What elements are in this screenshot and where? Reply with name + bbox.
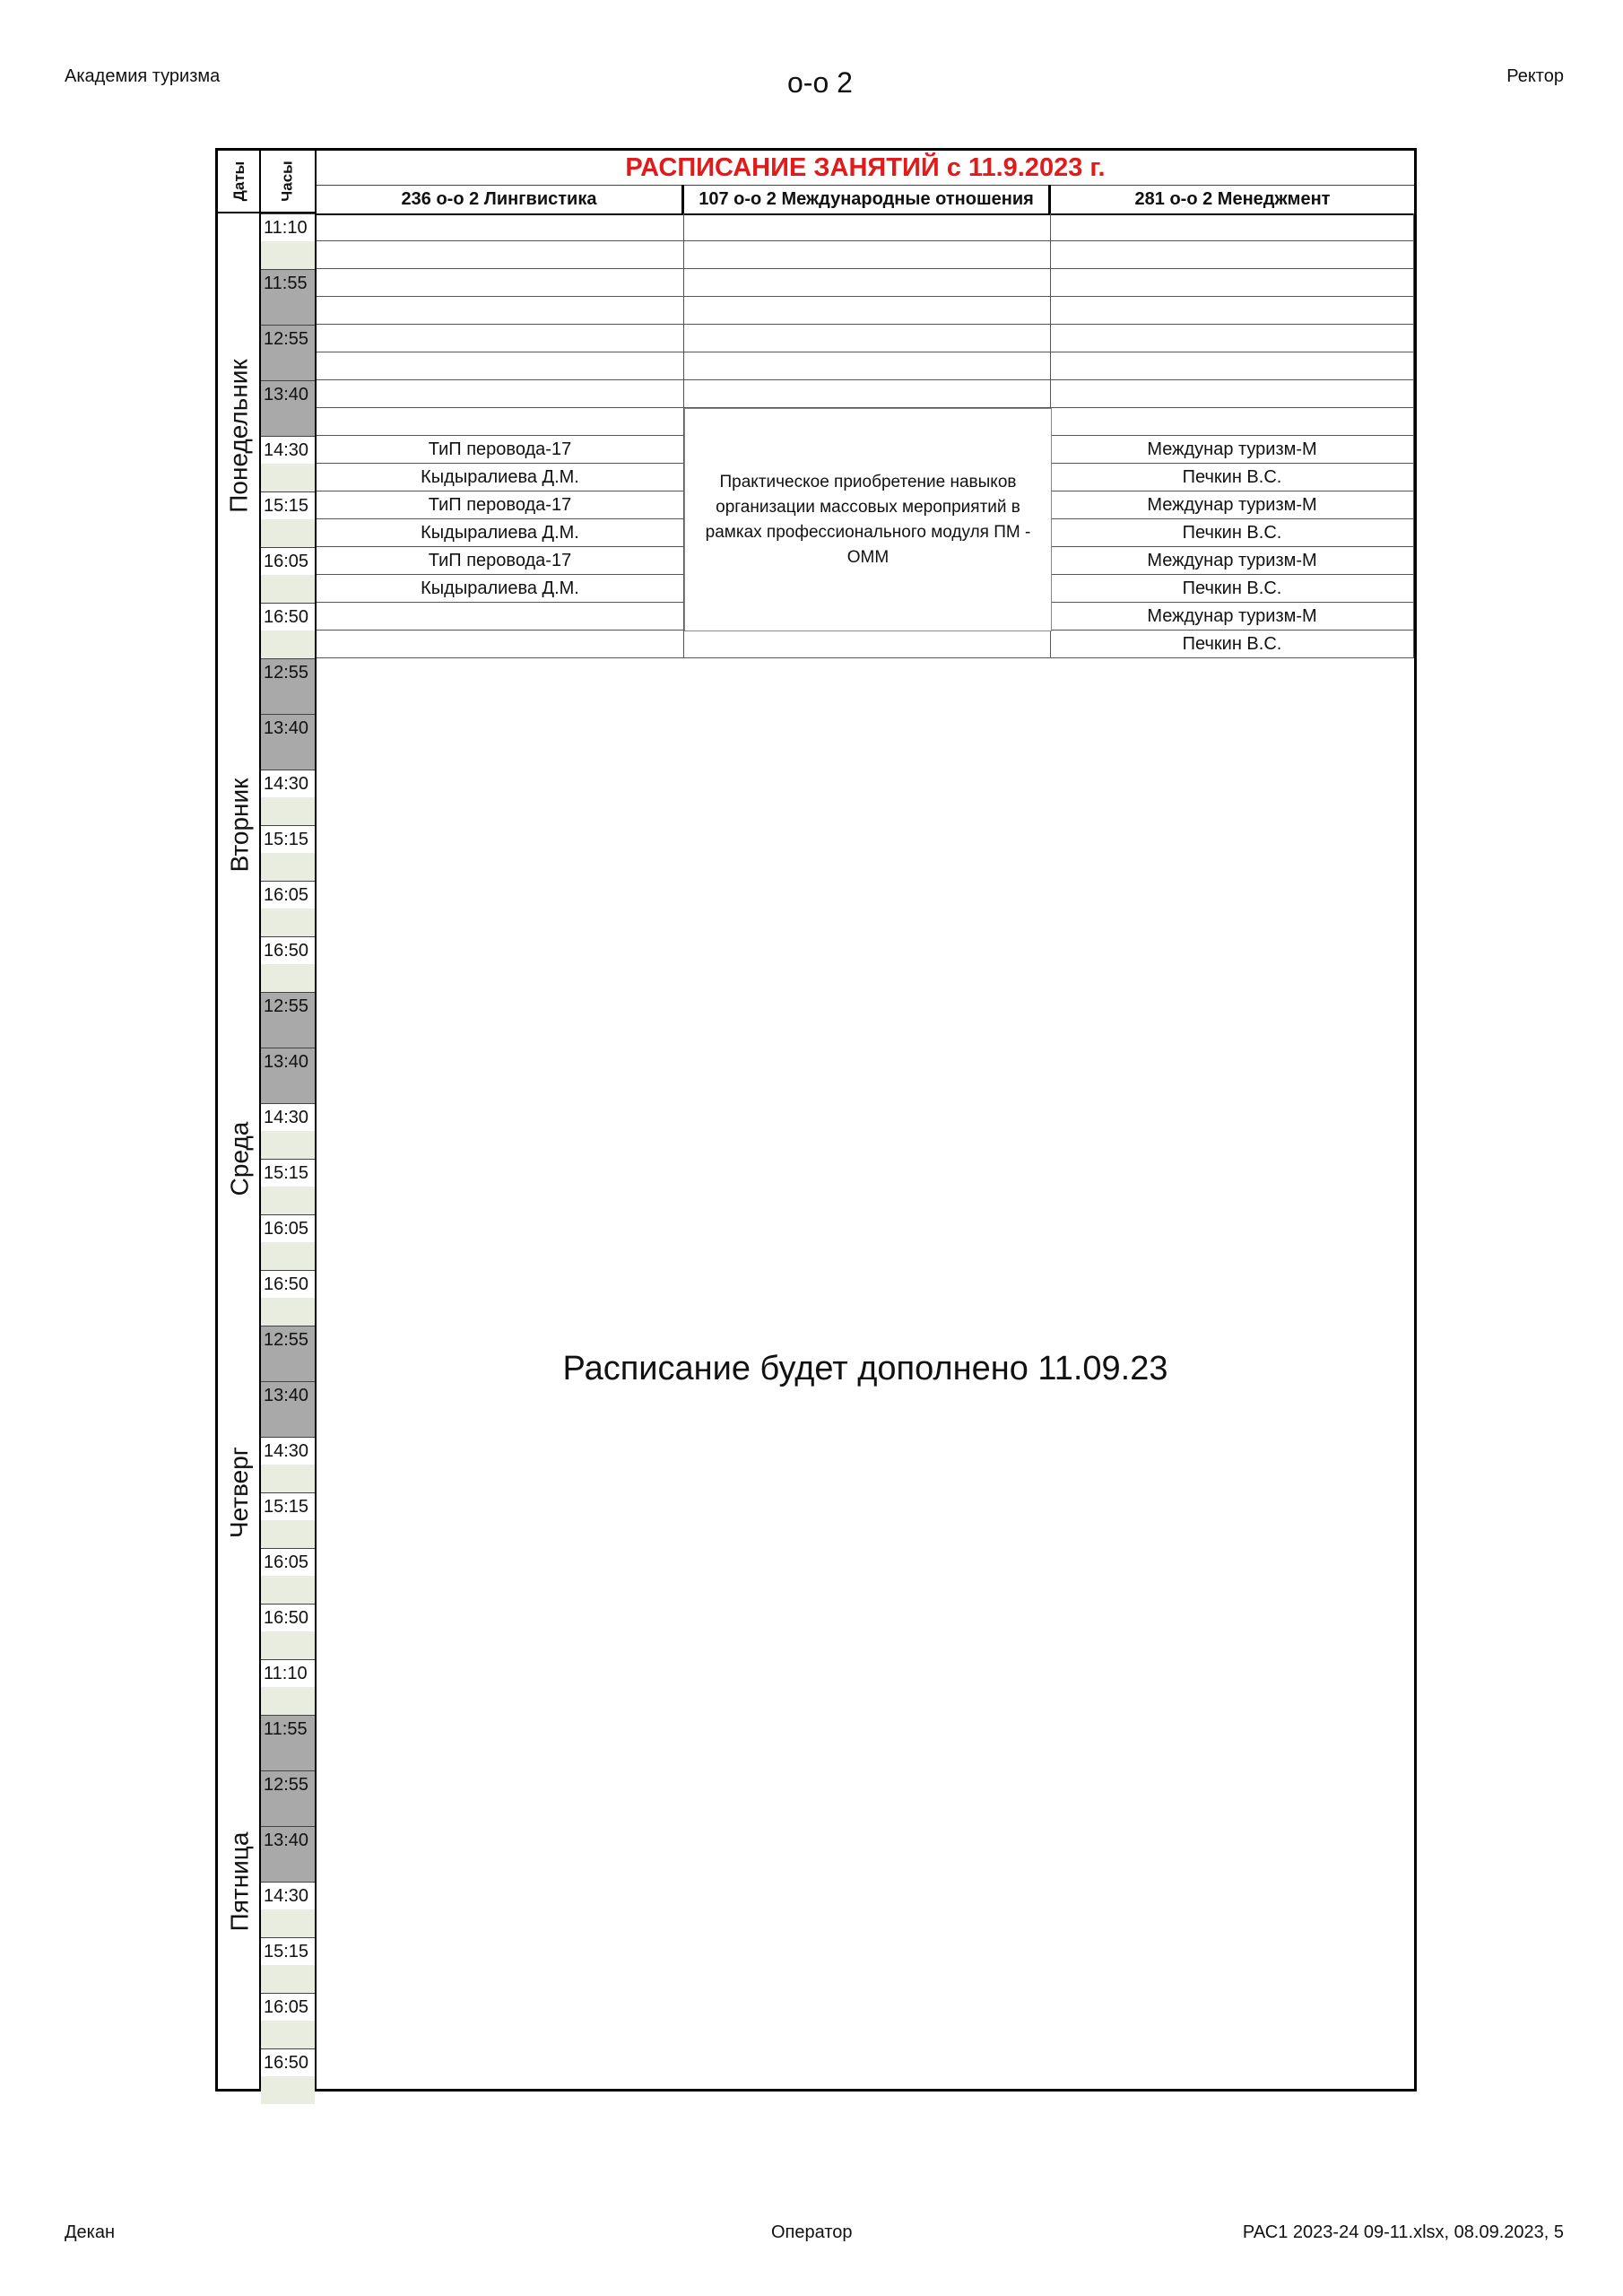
time-filler (261, 1298, 315, 1326)
table-cell (684, 631, 1051, 657)
table-cell (1051, 352, 1414, 379)
time-filler (261, 1465, 315, 1492)
time-label: 11:10 (261, 214, 315, 241)
time-label: 14:30 (261, 1104, 315, 1131)
time-label: 14:30 (261, 1883, 315, 1909)
merged-practice-text: Практическое приобретение навыков организации массовых мероприятий в рамках профессионального модуля ПМ - ОММ (705, 472, 1031, 567)
day-name: Вторник (225, 778, 254, 873)
time-slot (261, 213, 315, 269)
time-filler (261, 1520, 315, 1548)
time-slot (261, 770, 315, 825)
time-label: 16:05 (261, 548, 315, 575)
time-slot (261, 1604, 315, 1659)
time-filler (261, 1854, 315, 1882)
merged-practice-block (684, 408, 1052, 631)
table-cell (684, 297, 1051, 324)
time-filler (261, 519, 315, 547)
time-label: 15:15 (261, 826, 315, 853)
time-slot (261, 603, 315, 658)
table-cell (317, 603, 684, 630)
time-filler (261, 853, 315, 881)
table-cell (317, 213, 684, 240)
time-label: 13:40 (261, 715, 315, 742)
table-cell (1051, 408, 1414, 435)
time-label: 14:30 (261, 437, 315, 464)
time-label: 12:55 (261, 659, 315, 686)
table-cell: ТиП перовода-17 (317, 491, 684, 518)
time-filler (261, 742, 315, 770)
time-label: 16:50 (261, 604, 315, 631)
time-filler (261, 297, 315, 325)
time-slot (261, 1437, 315, 1492)
table-cell (684, 325, 1051, 352)
table-cell: Кыдыралиева Д.М. (317, 519, 684, 546)
table-cell (1051, 269, 1414, 296)
time-label: 13:40 (261, 1827, 315, 1854)
table-row (317, 241, 1414, 269)
time-slot (261, 1993, 315, 2048)
dates-column (218, 151, 261, 2089)
time-filler (261, 1909, 315, 1937)
time-slot (261, 1381, 315, 1437)
time-label: 16:50 (261, 1605, 315, 1631)
time-filler (261, 1131, 315, 1159)
time-slot (261, 1048, 315, 1103)
time-slot (261, 1492, 315, 1548)
time-filler (261, 1743, 315, 1770)
dates-label: Даты (230, 161, 247, 202)
table-cell (684, 241, 1051, 268)
time-filler (261, 686, 315, 714)
table-row (317, 269, 1414, 297)
time-slot (261, 1214, 315, 1270)
table-cell (317, 325, 684, 352)
time-label: 14:30 (261, 1438, 315, 1465)
schedule-title: РАСПИСАНИЕ ЗАНЯТИЙ с 11.9.2023 г. (317, 151, 1414, 186)
table-cell: Междунар туризм-М (1051, 603, 1414, 630)
time-label: 14:30 (261, 770, 315, 797)
time-label: 16:05 (261, 882, 315, 909)
table-row (317, 631, 1414, 658)
table-cell: Печкин В.С. (1051, 575, 1414, 602)
table-cell (317, 297, 684, 324)
time-label: 13:40 (261, 381, 315, 408)
time-filler (261, 1687, 315, 1715)
time-filler (261, 1353, 315, 1381)
table-cell (684, 213, 1051, 240)
table-cell: Кыдыралиева Д.М. (317, 575, 684, 602)
schedule-table (215, 148, 1417, 2092)
table-row (317, 213, 1414, 241)
time-slot (261, 992, 315, 1048)
day-name: Понедельник (225, 359, 254, 513)
table-cell (317, 380, 684, 407)
day-name: Среда (225, 1121, 254, 1196)
group-header-mezhdunarodnye: 107 о-о 2 Международные отношения (684, 185, 1051, 213)
time-filler (261, 1187, 315, 1214)
header-left: Академия туризма (65, 66, 221, 86)
time-label: 12:55 (261, 1326, 315, 1353)
time-label: 15:15 (261, 492, 315, 519)
time-slot (261, 2048, 315, 2104)
time-slot (261, 1826, 315, 1882)
table-cell: Печкин В.С. (1051, 631, 1414, 657)
time-slot (261, 1882, 315, 1937)
time-label: 15:15 (261, 1493, 315, 1520)
time-slot (261, 380, 315, 436)
table-cell (684, 380, 1051, 407)
table-cell (684, 269, 1051, 296)
time-filler (261, 408, 315, 436)
table-cell (317, 269, 684, 296)
day-label (218, 213, 261, 658)
day-label (218, 658, 261, 992)
group-header-lingvistika: 236 о-о 2 Лингвистика (317, 185, 684, 213)
time-filler (261, 2021, 315, 2048)
hours-header (261, 151, 315, 213)
time-slot (261, 436, 315, 491)
day-name: Четверг (225, 1446, 254, 1539)
time-filler (261, 1798, 315, 1826)
time-filler (261, 1409, 315, 1437)
time-filler (261, 464, 315, 491)
footer-right: РАС1 2023-24 09-11.xlsx, 08.09.2023, 5 (1242, 2222, 1564, 2242)
group-header-row (317, 185, 1414, 215)
table-cell: Печкин В.С. (1051, 519, 1414, 546)
table-cell (317, 352, 684, 379)
time-filler (261, 631, 315, 658)
time-slot (261, 547, 315, 603)
time-slot (261, 881, 315, 936)
table-cell (1051, 241, 1414, 268)
time-slot (261, 1270, 315, 1326)
time-label: 11:55 (261, 1716, 315, 1743)
table-cell (1051, 297, 1414, 324)
time-slot (261, 936, 315, 992)
table-cell (1051, 325, 1414, 352)
time-slot (261, 1326, 315, 1381)
time-slot (261, 269, 315, 325)
footer-center: Оператор (771, 2222, 853, 2242)
time-filler (261, 1576, 315, 1604)
time-filler (261, 964, 315, 992)
time-filler (261, 575, 315, 603)
table-cell: Междунар туризм-М (1051, 547, 1414, 574)
time-label: 16:50 (261, 937, 315, 964)
table-cell: ТиП перовода-17 (317, 547, 684, 574)
time-filler (261, 1631, 315, 1659)
day-label (218, 1326, 261, 1659)
table-cell (684, 352, 1051, 379)
time-slot (261, 1103, 315, 1159)
table-cell (317, 408, 684, 435)
time-slot (261, 658, 315, 714)
time-slot (261, 325, 315, 380)
time-label: 16:05 (261, 1994, 315, 2021)
table-cell (1051, 380, 1414, 407)
table-cell (317, 631, 684, 657)
time-filler (261, 1020, 315, 1048)
time-label: 13:40 (261, 1048, 315, 1075)
table-row (317, 352, 1414, 380)
hours-label: Часы (279, 161, 296, 202)
schedule-notice: Расписание будет дополнено 11.09.23 (562, 1350, 1168, 1387)
time-label: 16:50 (261, 2049, 315, 2076)
time-label: 16:50 (261, 1271, 315, 1298)
time-slot (261, 1159, 315, 1214)
time-label: 15:15 (261, 1160, 315, 1187)
table-row (317, 325, 1414, 352)
dates-header (218, 151, 261, 213)
day-label (218, 992, 261, 1326)
time-slot (261, 825, 315, 881)
table-cell (317, 241, 684, 268)
header-right: Ректор (1506, 66, 1564, 86)
day-label (218, 1659, 261, 2104)
time-label: 15:15 (261, 1938, 315, 1965)
time-filler (261, 1075, 315, 1103)
time-filler (261, 1965, 315, 1993)
time-label: 12:55 (261, 326, 315, 352)
footer-left: Декан (65, 2222, 116, 2242)
table-cell: Кыдыралиева Д.М. (317, 464, 684, 491)
time-label: 16:05 (261, 1549, 315, 1576)
group-header-menedzhment: 281 о-о 2 Менеджмент (1134, 189, 1331, 209)
time-label: 12:55 (261, 1771, 315, 1798)
time-slot (261, 1937, 315, 1993)
time-slot (261, 1715, 315, 1770)
time-filler (261, 241, 315, 269)
time-filler (261, 1242, 315, 1270)
table-cell: Печкин В.С. (1051, 464, 1414, 491)
time-filler (261, 2076, 315, 2104)
time-slot (261, 1659, 315, 1715)
table-cell: Междунар туризм-М (1051, 491, 1414, 518)
time-label: 11:10 (261, 1660, 315, 1687)
time-slot (261, 714, 315, 770)
time-slot (261, 1770, 315, 1826)
page-title: о-о 2 (787, 66, 853, 99)
day-name: Пятница (225, 1831, 254, 1932)
time-filler (261, 797, 315, 825)
table-cell (1051, 213, 1414, 240)
time-label: 12:55 (261, 993, 315, 1020)
table-row (317, 380, 1414, 408)
time-slot (261, 491, 315, 547)
table-cell: ТиП перовода-17 (317, 436, 684, 463)
time-slot (261, 1548, 315, 1604)
time-label: 16:05 (261, 1215, 315, 1242)
time-filler (261, 909, 315, 936)
time-filler (261, 352, 315, 380)
hours-column (261, 151, 317, 2089)
table-row (317, 297, 1414, 325)
table-cell: Междунар туризм-М (1051, 436, 1414, 463)
time-label: 11:55 (261, 270, 315, 297)
time-label: 13:40 (261, 1382, 315, 1409)
